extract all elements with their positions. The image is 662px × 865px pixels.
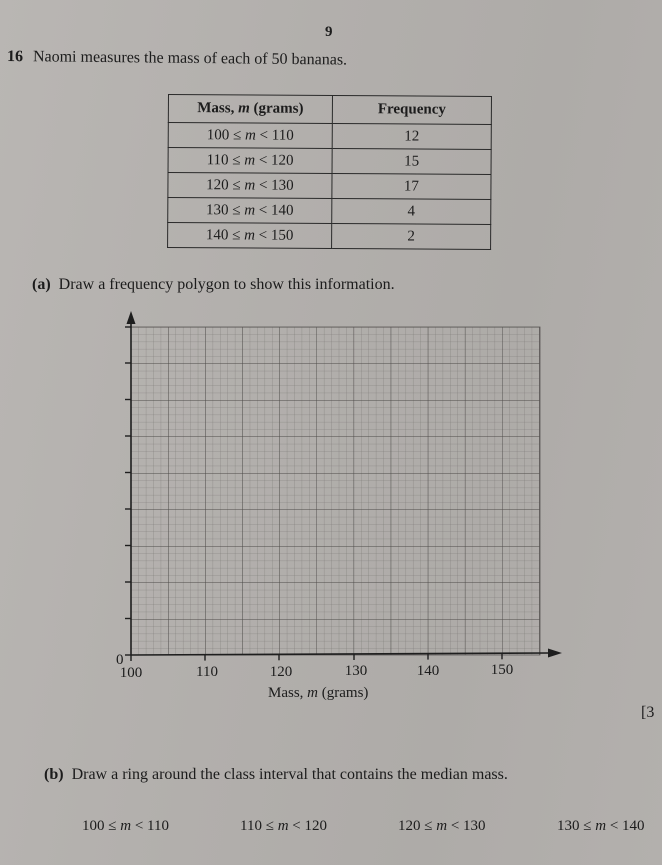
header-mass-suffix: (grams) [249, 100, 304, 117]
option-110-120[interactable] [236, 816, 331, 837]
interval-var: m [244, 201, 256, 219]
frequency-cell: 12 [332, 124, 491, 150]
part-a-text: Draw a frequency polygon to show this information. [58, 276, 395, 293]
page-number: 9 [325, 24, 333, 40]
interval-lower: 140 ≤ [205, 226, 245, 243]
option-var: m [120, 818, 132, 834]
interval-upper: < 130 [255, 177, 294, 194]
option-upper: < 110 [131, 818, 169, 834]
option-lower: 120 ≤ [398, 818, 437, 834]
x-tick-label: 150 [490, 662, 514, 678]
option-100-110[interactable] [78, 816, 173, 837]
option-upper: < 120 [288, 818, 327, 834]
option-lower: 100 ≤ [82, 818, 121, 834]
interval-var: m [244, 151, 256, 169]
option-120-130[interactable] [394, 816, 490, 837]
x-axis-title [268, 685, 368, 702]
x-axis-title-var: m [307, 685, 319, 701]
question-number: 16 [6, 48, 24, 66]
x-axis-title-prefix: Mass, [268, 685, 308, 701]
option-lower: 130 ≤ [557, 818, 596, 834]
axis-tick-labels [116, 652, 513, 681]
x-tick-label: 140 [416, 663, 440, 679]
y-axis-ticks [125, 327, 131, 655]
header-frequency: Frequency [332, 96, 491, 125]
x-tick-label: 110 [196, 664, 218, 680]
x-tick-label: 120 [269, 664, 293, 680]
interval-var: m [244, 226, 255, 244]
interval-upper: < 140 [255, 202, 294, 219]
option-130-140[interactable] [553, 816, 649, 837]
option-upper: < 130 [447, 818, 486, 834]
graph-grid[interactable] [131, 327, 540, 655]
marks-indicator: [3 [641, 704, 655, 721]
option-var: m [277, 818, 289, 834]
frequency-cell: 2 [332, 224, 491, 250]
part-b-label: (b) [44, 766, 64, 783]
interval-upper: < 120 [255, 152, 294, 169]
interval-lower: 130 ≤ [205, 201, 245, 218]
part-a-label: (a) [32, 276, 51, 293]
x-axis-arrow-icon [548, 649, 562, 658]
option-upper: < 140 [606, 818, 645, 834]
x-tick-label: 130 [344, 663, 368, 679]
x-axis-title-suffix: (grams) [318, 685, 369, 701]
x-tick-label: 100 [119, 665, 143, 681]
question-text: Naomi measures the mass of each of 50 bananas. [32, 48, 348, 69]
interval-lower: 110 ≤ [206, 151, 245, 168]
interval-lower: 100 ≤ [206, 126, 246, 143]
frequency-cell: 17 [332, 174, 491, 200]
interval-upper: < 150 [254, 227, 294, 244]
major-grid [131, 327, 540, 655]
option-var: m [595, 818, 607, 834]
part-b-text: Draw a ring around the class interval that contains the median mass. [71, 766, 508, 783]
header-mass-var: m [238, 100, 250, 117]
header-mass-prefix: Mass, [197, 100, 239, 117]
interval-lower: 120 ≤ [206, 176, 245, 193]
frequency-cell: 15 [332, 149, 491, 175]
frequency-cell: 4 [332, 199, 491, 225]
interval-upper: < 110 [255, 127, 294, 144]
interval-var: m [244, 126, 256, 144]
y-axis-arrow-icon [127, 311, 136, 324]
y-origin-label: 0 [116, 652, 124, 668]
option-var: m [436, 818, 448, 834]
option-lower: 110 ≤ [240, 818, 278, 834]
interval-var: m [244, 176, 256, 194]
part-b-prompt [44, 766, 508, 784]
